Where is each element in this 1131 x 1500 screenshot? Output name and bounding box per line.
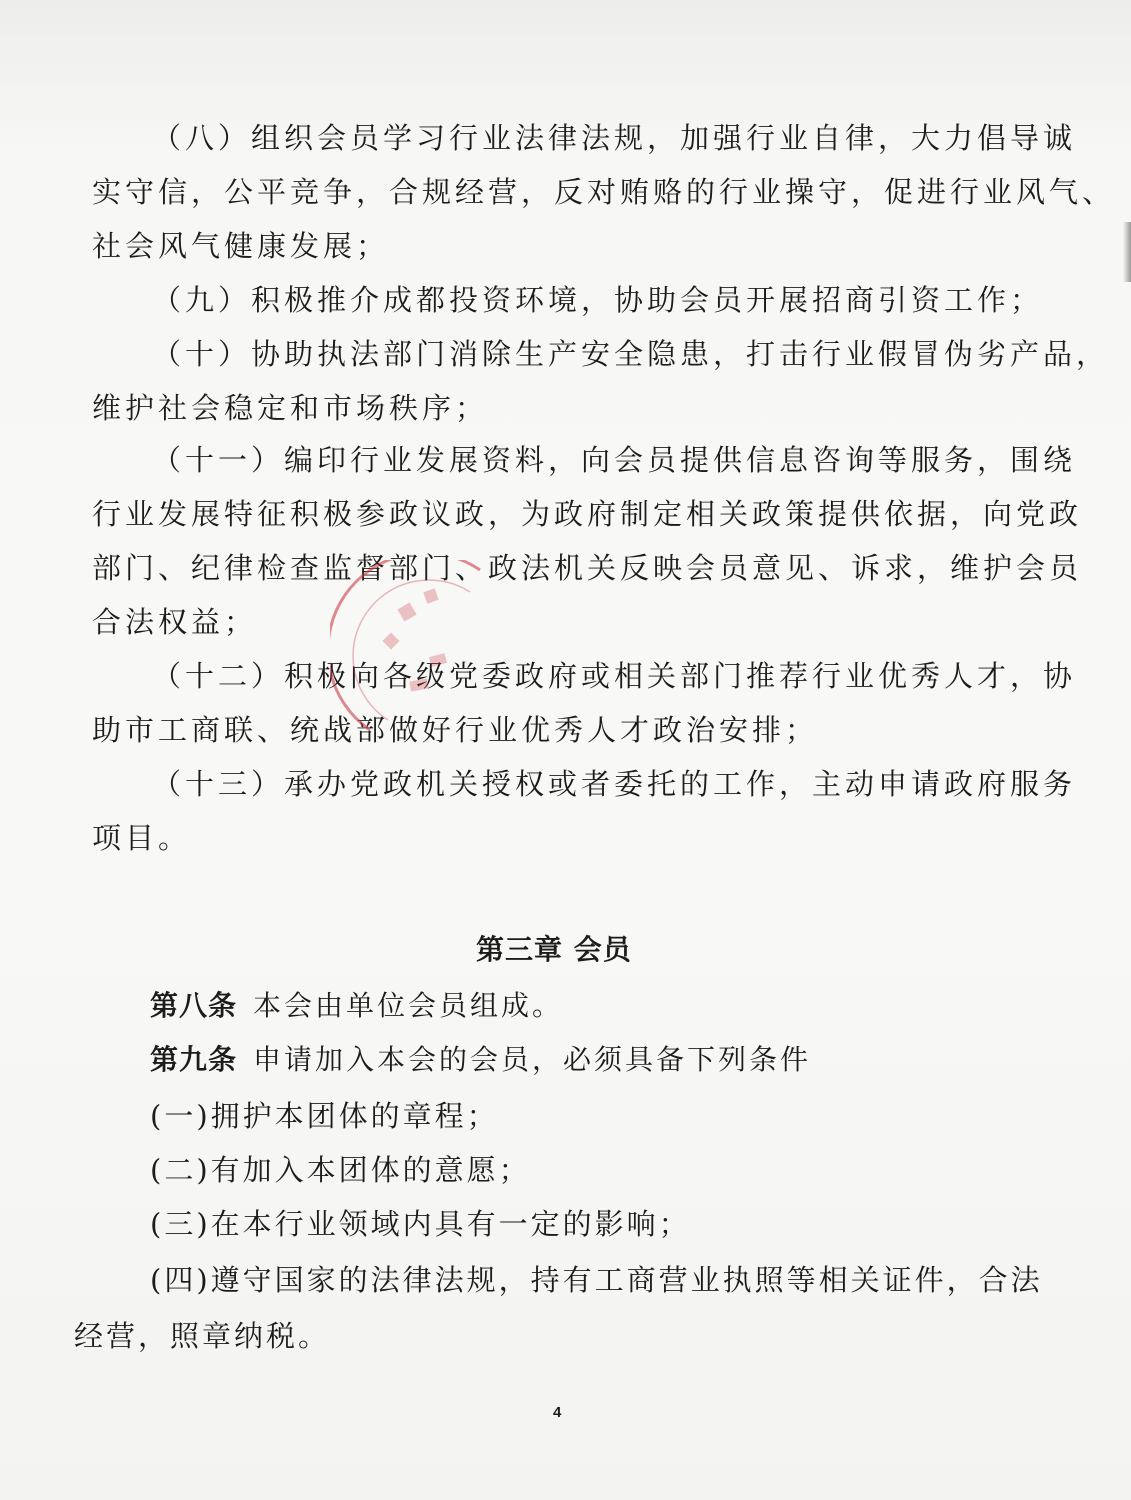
chapter-title: 第三章 会员 — [476, 933, 632, 966]
condition-item: (二)有加入本团体的意愿； — [150, 1153, 531, 1187]
text-line: 行业发展特征积极参政议政，为政府制定相关政策提供依据，向党政 — [92, 497, 1083, 531]
scan-edge-shadow — [1123, 222, 1131, 282]
article-number: 第九条 — [150, 1043, 238, 1076]
article-8 — [150, 988, 563, 1024]
text-line: 助市工商联、统战部做好行业优秀人才政治安排； — [92, 713, 819, 747]
condition-item: (四)遵守国家的法律法规，持有工商营业执照等相关证件，合法 — [150, 1263, 1043, 1297]
article-number: 第八条 — [150, 989, 238, 1022]
condition-item: (一)拥护本团体的章程； — [150, 1099, 499, 1133]
text-line: （九）积极推介成都投资环境，协助会员开展招商引资工作； — [152, 283, 1044, 317]
text-line: 社会风气健康发展； — [92, 229, 390, 263]
article-text: 申请加入本会的会员，必须具备下列条件 — [253, 1043, 812, 1076]
text-line: 合法权益； — [92, 605, 258, 639]
text-line: 部门、纪律检查监督部门、政法机关反映会员意见、诉求，维护会员 — [92, 551, 1083, 585]
text-line: 项目。 — [92, 821, 192, 855]
text-line: 实守信，公平竞争，合规经营，反对贿赂的行业操守，促进行业风气、 — [92, 175, 1116, 209]
text-line: （十三）承办党政机关授权或者委托的工作，主动申请政府服务 — [152, 767, 1077, 801]
article-text: 本会由单位会员组成。 — [253, 989, 564, 1022]
page-number: 4 — [553, 1404, 562, 1421]
condition-item: 经营，照章纳税。 — [74, 1319, 331, 1353]
text-line: 维护社会稳定和市场秩序； — [92, 391, 489, 425]
text-line: （八）组织会员学习行业法律法规，加强行业自律，大力倡导诚 — [152, 121, 1077, 155]
condition-item: (三)在本行业领域内具有一定的影响； — [150, 1207, 691, 1241]
article-9 — [150, 1042, 811, 1078]
text-line: （十一）编印行业发展资料，向会员提供信息咨询等服务，围绕 — [152, 443, 1077, 477]
text-line: （十二）积极向各级党委政府或相关部门推荐行业优秀人才，协 — [152, 659, 1077, 693]
text-line: （十）协助执法部门消除生产安全隐患，打击行业假冒伪劣产品， — [152, 337, 1110, 371]
